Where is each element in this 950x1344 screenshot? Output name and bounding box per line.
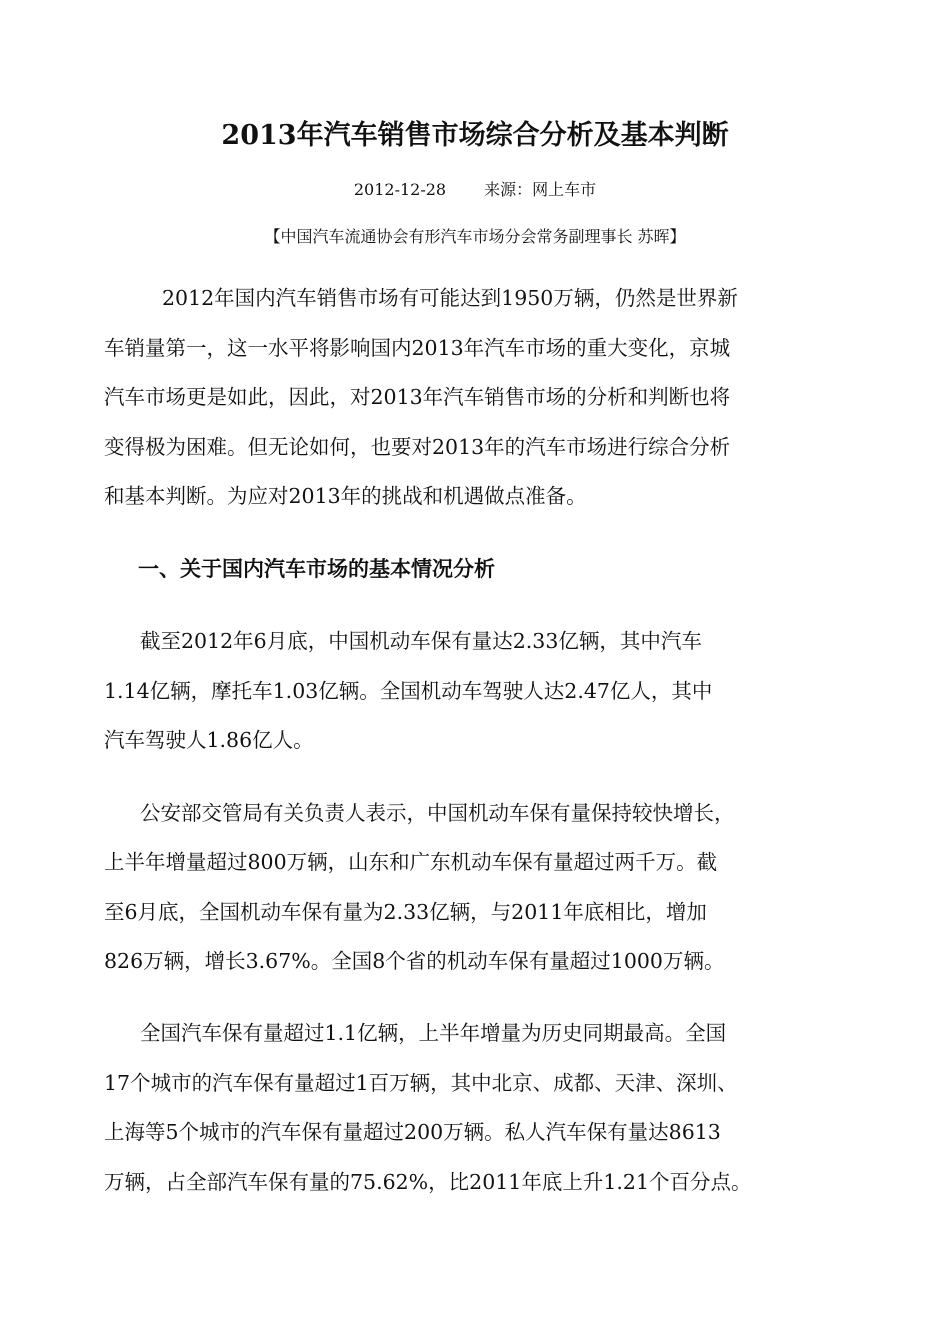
article-meta (0, 177, 950, 203)
article-source: 来源：网上车市 (484, 180, 597, 199)
paragraph-3-line-4: 826万辆，增长3.67%。全国8个省的机动车保有量超过1000万辆。 (104, 949, 725, 973)
paragraph-4-line-4: 万辆，占全部汽车保有量的75.62%，比2011年底上升1.21个百分点。 (104, 1170, 752, 1194)
paragraph-2-line-2: 1.14亿辆，摩托车1.03亿辆。全国机动车驾驶人达2.47亿人，其中 (104, 679, 713, 703)
article-title: 2013年汽车销售市场综合分析及基本判断 (221, 120, 729, 151)
paragraph-2-line-1: 截至2012年6月底，中国机动车保有量达2.33亿辆，其中汽车 (140, 629, 702, 653)
paragraph-3-line-2: 上半年增量超过800万辆，山东和广东机动车保有量超过两千万。截 (104, 850, 718, 874)
paragraph-4-line-3: 上海等5个城市的汽车保有量超过200万辆。私人汽车保有量达8613 (104, 1120, 721, 1144)
paragraph-1-line-5: 和基本判断。为应对2013年的挑战和机遇做点准备。 (104, 484, 587, 508)
paragraph-2-line-3: 汽车驾驶人1.86亿人。 (104, 728, 314, 752)
article-date: 2012-12-28 (353, 180, 447, 199)
paragraph-3-line-3: 至6月底，全国机动车保有量为2.33亿辆，与2011年底相比，增加 (104, 900, 707, 924)
paragraph-1-line-1: 2012年国内汽车销售市场有可能达到1950万辆，仍然是世界新 (162, 286, 738, 310)
paragraph-3-line-1: 公安部交管局有关负责人表示，中国机动车保有量保持较快增长， (140, 801, 735, 825)
author-line: 【中国汽车流通协会有形汽车市场分会常务副理事长 苏晖】 (264, 227, 686, 246)
paragraph-4-line-1: 全国汽车保有量超过1.1亿辆，上半年增量为历史同期最高。全国 (140, 1021, 727, 1045)
section-heading: 一、关于国内汽车市场的基本情况分析 (138, 556, 495, 581)
paragraph-1-line-2: 车销量第一，这一水平将影响国内2013年汽车市场的重大变化，京城 (104, 336, 731, 360)
paragraph-1-line-4: 变得极为困难。但无论如何，也要对2013年的汽车市场进行综合分析 (104, 435, 731, 459)
paragraph-1-line-3: 汽车市场更是如此，因此，对2013年汽车销售市场的分析和判断也将 (104, 385, 731, 409)
paragraph-4-line-2: 17个城市的汽车保有量超过1百万辆，其中北京、成都、天津、深圳、 (104, 1071, 738, 1095)
